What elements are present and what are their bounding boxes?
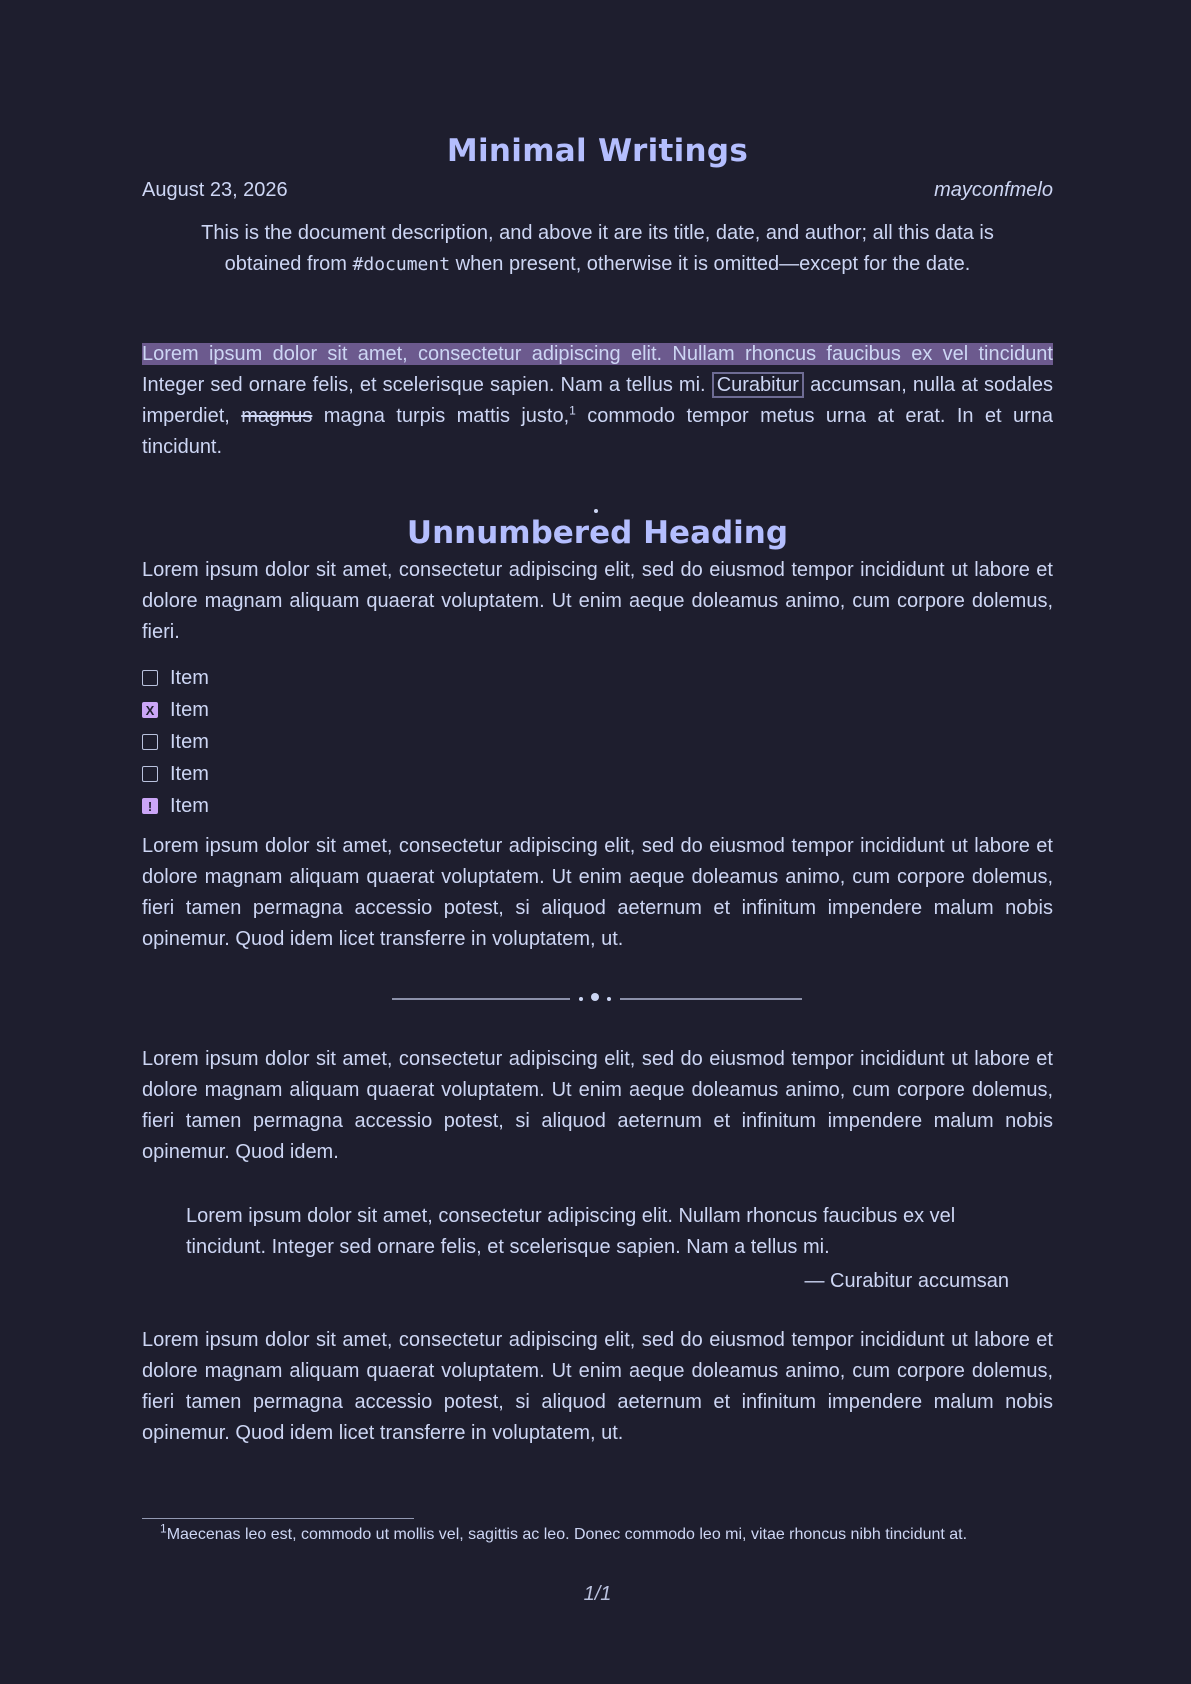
highlighted-text: Lorem ipsum dolor sit amet, consectetur adipiscing elit. Nullam rhoncus faucibus ex vel tincidunt xyxy=(142,343,1053,365)
strikethrough-text: magnus xyxy=(241,405,313,427)
blockquote: Lorem ipsum dolor sit amet, consectetur adipiscing elit. Nullam rhoncus faucibus ex vel tincidunt. Integer sed ornare felis, et scelerisque sapien. Nam a tellus mi. xyxy=(186,1205,956,1258)
document-date: August 23, 2026 xyxy=(142,179,288,201)
checklist-item xyxy=(142,790,209,822)
footnote-reference[interactable]: 1 xyxy=(569,403,576,418)
description-code: #document xyxy=(352,254,451,275)
intro-paragraph xyxy=(142,339,1053,463)
separator-dot xyxy=(591,993,599,1001)
checkbox-important[interactable]: ! xyxy=(142,798,158,814)
checklist-item xyxy=(142,662,209,694)
section-heading: Unnumbered Heading xyxy=(406,515,789,551)
checkbox-checked[interactable]: X xyxy=(142,702,158,718)
footnote-text: Maecenas leo est, commodo ut mollis vel, sagittis ac leo. Donec commodo leo mi, vitae rhoncus nibh tincidunt at. xyxy=(166,1526,968,1543)
checklist-item-label: Item xyxy=(170,794,209,817)
document-description xyxy=(186,218,1009,280)
checklist-item-label: Item xyxy=(170,666,209,689)
description-text-end: when present, otherwise it is omitted—except for the date. xyxy=(450,253,971,275)
heading-dot-ornament xyxy=(594,509,598,513)
page-number: 1/1 xyxy=(583,1583,612,1605)
separator-dot xyxy=(607,997,611,1001)
section-paragraph: Lorem ipsum dolor sit amet, consectetur adipiscing elit, sed do eiusmod tempor incididunt ut labore et dolore magnam aliquam quaerat voluptatem. Ut enim aeque doleamus animo, cum corpore dolemus, fieri. xyxy=(142,559,1053,643)
footnote-rule xyxy=(142,1518,414,1519)
intro-text: commodo tempor metus urna at erat. In et urna tincidunt. xyxy=(142,405,1054,458)
checklist-item-label: Item xyxy=(170,698,209,721)
checkbox-unchecked[interactable] xyxy=(142,734,158,750)
checklist-item xyxy=(142,758,209,790)
intro-text: magna turpis mattis justo, xyxy=(312,405,570,427)
section-paragraph: Lorem ipsum dolor sit amet, consectetur adipiscing elit, sed do eiusmod tempor incididunt ut labore et dolore magnam aliquam quaerat voluptatem. Ut enim aeque doleamus animo, cum corpore dolemus, fieri tamen permagna accessio potest, si aliquod aeternum et infinitum impendere malum nobis opinemur. Quod idem licet transferre in voluptatem, ut. xyxy=(142,835,1053,950)
checklist-item xyxy=(142,694,209,726)
document-author: mayconfmelo xyxy=(934,179,1053,201)
checklist xyxy=(142,662,209,822)
checkbox-unchecked[interactable] xyxy=(142,766,158,782)
footnote xyxy=(160,1521,968,1544)
document-title: Minimal Writings xyxy=(446,133,749,169)
separator-dot xyxy=(579,997,583,1001)
quote-attribution: — Curabitur accumsan xyxy=(804,1270,1009,1292)
checklist-item xyxy=(142,726,209,758)
checklist-item-label: Item xyxy=(170,762,209,785)
body-paragraph: Lorem ipsum dolor sit amet, consectetur adipiscing elit, sed do eiusmod tempor incididunt ut labore et dolore magnam aliquam quaerat voluptatem. Ut enim aeque doleamus animo, cum corpore dolemus, fieri tamen permagna accessio potest, si aliquod aeternum et infinitum impendere malum nobis opinemur. Quod idem. xyxy=(142,1048,1053,1163)
body-paragraph: Lorem ipsum dolor sit amet, consectetur adipiscing elit, sed do eiusmod tempor incididunt ut labore et dolore magnam aliquam quaerat voluptatem. Ut enim aeque doleamus animo, cum corpore dolemus, fieri tamen permagna accessio potest, si aliquod aeternum et infinitum impendere malum nobis opinemur. Quod idem licet transferre in voluptatem, ut. xyxy=(142,1329,1053,1444)
footnote-mark: 1 xyxy=(160,1521,167,1536)
boxed-text: Curabitur xyxy=(712,372,804,398)
section-separator xyxy=(392,989,802,1009)
checkbox-unchecked[interactable] xyxy=(142,670,158,686)
intro-text: accumsan, nulla at sodales imperdiet, xyxy=(142,374,1053,427)
checklist-item-label: Item xyxy=(170,730,209,753)
intro-text: Integer sed ornare felis, et scelerisque sapien. Nam a tellus mi. xyxy=(142,374,712,396)
description-text-start: This is the document description, and above it are its title, date, and author; all this data is obtained from xyxy=(201,222,994,275)
